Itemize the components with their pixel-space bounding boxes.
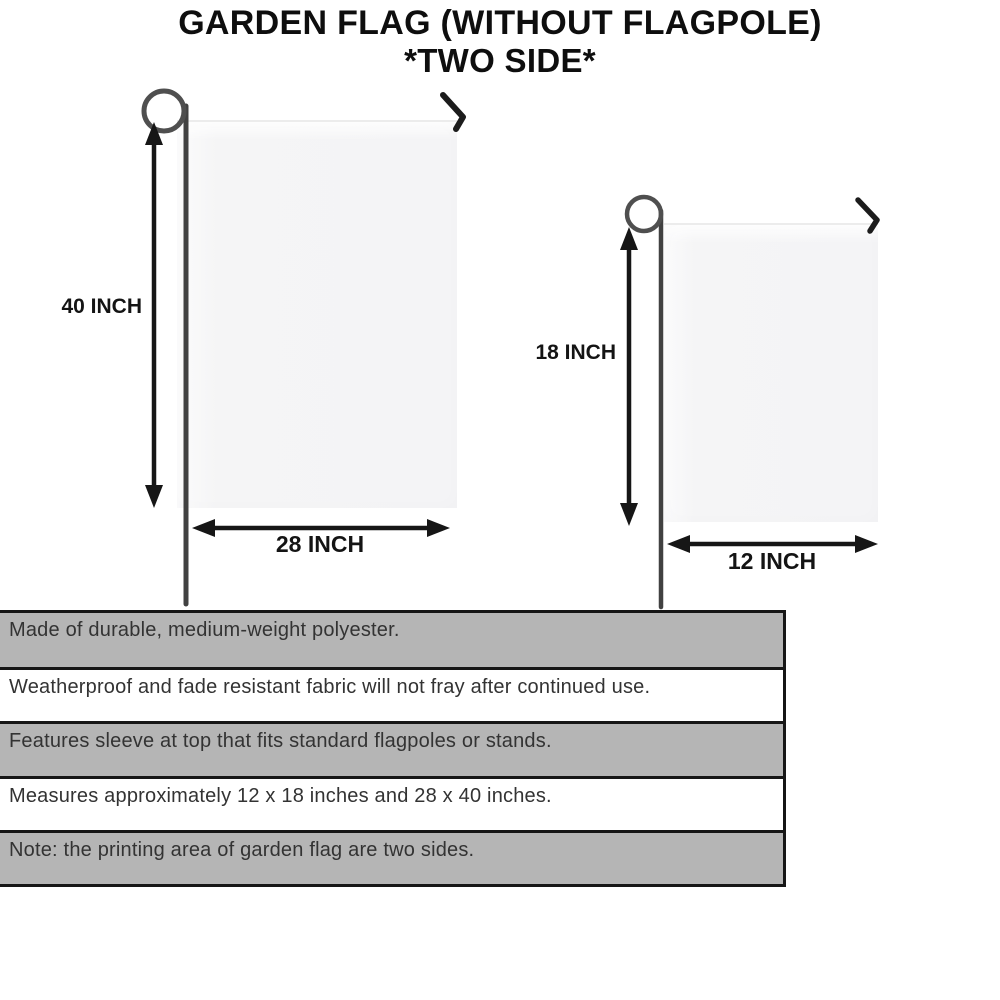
feature-row: Measures approximately 12 x 18 inches and 28 x 40 inches. bbox=[0, 776, 783, 830]
feature-row: Note: the printing area of garden flag are two sides. bbox=[0, 830, 783, 884]
small-height-arrow bbox=[620, 227, 638, 526]
small-height-label: 18 INCH bbox=[535, 341, 616, 364]
features-table bbox=[0, 610, 786, 887]
large-height-label: 40 INCH bbox=[61, 295, 142, 318]
small-width-label: 12 INCH bbox=[727, 548, 817, 574]
small-flag-fabric bbox=[664, 223, 878, 522]
large-height-arrow bbox=[145, 122, 163, 508]
large-flag-fabric bbox=[177, 120, 457, 508]
large-width-label: 28 INCH bbox=[275, 531, 365, 557]
small-pole-loop-icon bbox=[627, 197, 661, 231]
feature-row: Features sleeve at top that fits standard flagpoles or stands. bbox=[0, 721, 783, 775]
page-subtitle: *TWO SIDE* bbox=[404, 42, 596, 79]
feature-row: Made of durable, medium-weight polyester. bbox=[0, 613, 783, 667]
page-title: GARDEN FLAG (WITHOUT FLAGPOLE) bbox=[178, 4, 822, 42]
feature-row: Weatherproof and fade resistant fabric will not fray after continued use. bbox=[0, 667, 783, 721]
small-flag-pole bbox=[627, 197, 661, 607]
